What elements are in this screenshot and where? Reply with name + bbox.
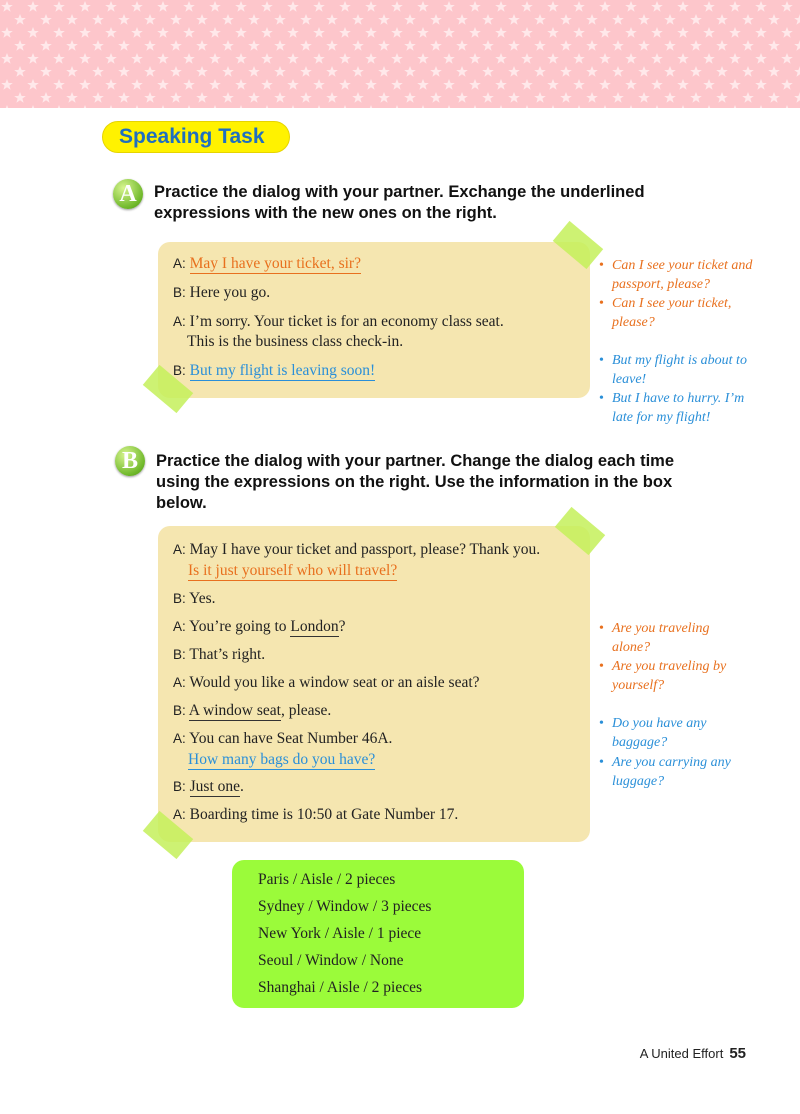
dialog-a-line-1: A: May I have your ticket, sir? [173,255,361,272]
dialog-a-line-3-cont: This is the business class check-in. [187,333,404,350]
page-footer [640,1045,746,1062]
info-item: New York / Aisle / 1 piece [258,925,422,942]
dialog-b-line-4: B: That’s right. [173,646,266,663]
replaceable-expression: But my flight is leaving soon! [189,362,376,379]
unit-title: A United Effort [639,1046,724,1061]
dialog-b-line-1: A: May I have your ticket and passport, please? Thank you. [173,541,541,558]
option-a-4: • But I have to hurry. I’m late for my flight! [599,391,745,425]
option-b-3: • Do you have any baggage? [599,716,707,750]
option-b-1: • Are you traveling alone? [599,621,710,655]
replaceable-expression: Is it just yourself who will travel? [188,562,398,579]
dialog-b-line-5: A: Would you like a window seat or an aisle seat? [173,674,480,691]
dialog-b-line-9: A: Boarding time is 10:50 at Gate Number 17. [173,806,459,823]
dialog-b-line-3: A: You’re going to London? [173,618,346,635]
dialog-b-line-6: B: A window seat, please. [173,702,332,719]
replaceable-expression: How many bags do you have? [188,751,376,768]
section-b-instruction: Practice the dialog with your partner. Change the dialog each time using the expressions on the right. Use the information in the box below. [156,452,675,512]
replaceable-expression: May I have your ticket, sir? [189,255,361,272]
star-banner [0,0,800,108]
dialog-b-line-8: B: Just one. [173,778,244,795]
section-b-badge: B [115,446,145,476]
information-box [232,860,524,1008]
info-item: Paris / Aisle / 2 pieces [258,871,396,888]
section-a-instruction: Practice the dialog with your partner. Exchange the underlined expressions with the new ones on the right. [154,183,645,222]
page-title: Speaking Task [119,125,265,148]
dialog-a-line-4: B: But my flight is leaving soon! [173,362,376,379]
dialog-b-line-7-cont [188,751,375,769]
speaking-task-title [102,121,290,153]
option-a-1: • Can I see your ticket and passport, please? [599,258,753,292]
option-b-2: • Are you traveling by yourself? [599,659,727,693]
info-item: Seoul / Window / None [258,952,404,969]
page-number: 55 [729,1045,746,1062]
option-a-2: • Can I see your ticket, please? [599,296,732,330]
info-item: Shanghai / Aisle / 2 pieces [258,979,423,996]
option-b-4: • Are you carrying any luggage? [599,755,731,789]
dialog-b-line-2: B: Yes. [173,590,216,607]
section-a-badge: A [113,179,143,209]
info-item: Sydney / Window / 3 pieces [258,898,432,915]
dialog-a-line-3: A: I’m sorry. Your ticket is for an economy class seat. [173,313,504,330]
dialog-a-line-2: B: Here you go. [173,284,271,301]
dialog-b-line-7: A: You can have Seat Number 46A. [173,730,393,747]
star-pattern [0,0,800,108]
option-a-3: • But my flight is about to leave! [599,353,747,387]
dialog-b-line-1-cont [188,562,397,580]
